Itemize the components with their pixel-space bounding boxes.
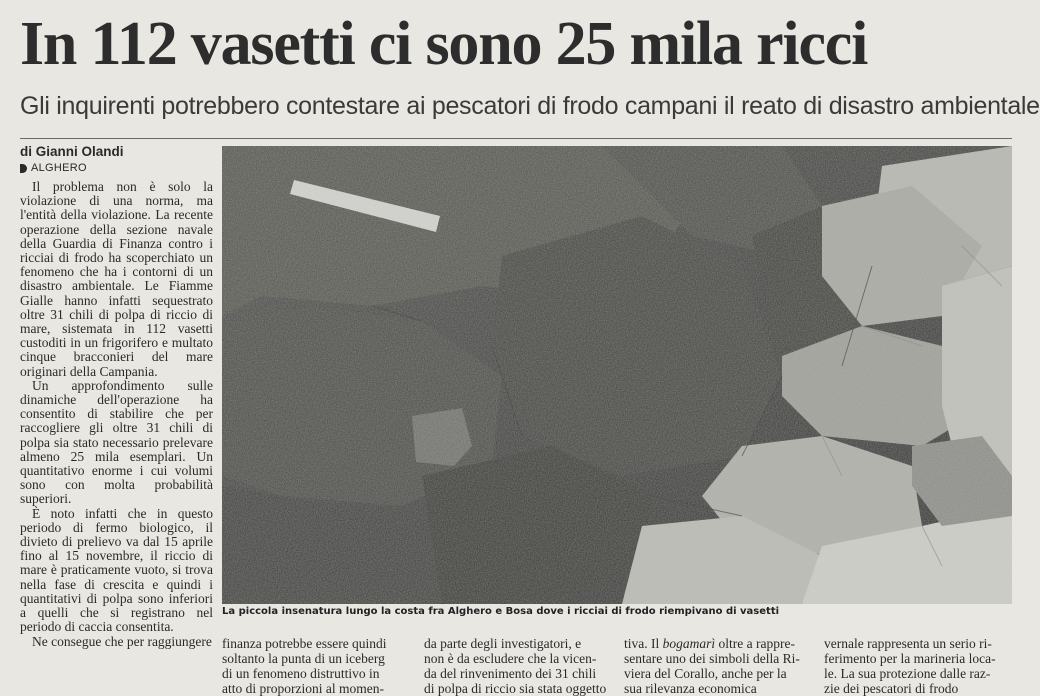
dateline-text: ALGHERO bbox=[31, 162, 87, 174]
paragraph: Un approfondimento sulle dinamiche dell'operazione ha consentito di stabilire che per raccogliere gli oltre 31 chili di polpa sia stato necessario prelevare almeno 25 mila esemplari. Un quantitativo enorme i cui volumi sono con molta probabilità superiori. bbox=[20, 377, 213, 507]
bottom-columns bbox=[222, 636, 1012, 696]
text-line: atto di proporzioni al momen- bbox=[222, 681, 384, 696]
text-line: di un fenomeno distruttivo in bbox=[222, 666, 380, 681]
bottom-column-2 bbox=[424, 636, 612, 696]
bottom-column-4 bbox=[824, 636, 1012, 696]
text-line: vernale rappresenta un serio ri- bbox=[824, 636, 992, 651]
headline: In 112 vasetti ci sono 25 mila ricci bbox=[20, 10, 868, 78]
bottom-column-1 bbox=[222, 636, 410, 696]
text-line: da parte degli investigatori, e bbox=[424, 636, 582, 651]
photo-caption: La piccola insenatura lungo la costa fra Alghero e Bosa dove i ricciai di frodo riempivano di vasetti bbox=[222, 606, 780, 617]
photo-rocky-cove bbox=[222, 146, 1012, 604]
divider bbox=[20, 138, 1012, 139]
text-line: non è da escludere che la vicen- bbox=[424, 651, 597, 666]
bottom-column-3 bbox=[624, 636, 812, 696]
text-line: viera del Corallo, anche per la bbox=[624, 666, 787, 681]
paragraph: Il problema non è solo la violazione di una norma, ma l'entità della violazione. La recente operazione della sezione navale della Guardia di Finanza contro i ricciai di frodo ha scoperchiato un fenomeno che ha i contorni di un disastro ambientale. Le Fiamme Gialle hanno infatti sequestrato oltre 31 chili di polpa di riccio di mare, sistemata in 112 vasetti custoditi in un frigorifero e multato cinque bracconieri del mare originari della Campania. bbox=[20, 179, 213, 379]
paragraph: È noto infatti che in questo periodo di fermo biologico, il divieto di prelievo va dal 15 aprile fino al 15 novembre, il riccio di mare è praticamente vuoto, si trova nella fase di crescita e quindi i quantitativi di polpa sono inferiori a quelli che si registrano nel periodo di caccia consentita. bbox=[20, 505, 213, 635]
text-line: le. La sua protezione dalle raz- bbox=[824, 666, 991, 681]
dateline bbox=[20, 161, 210, 175]
text-line: ferimento per la marineria loca- bbox=[824, 651, 996, 666]
text-line: sua rilevanza economica bbox=[624, 681, 757, 696]
text-line: zie dei pescatori di frodo bbox=[824, 681, 959, 696]
left-column bbox=[20, 180, 213, 683]
text-line: finanza potrebbe essere quindi bbox=[222, 636, 387, 651]
text-line: soltanto la punta di un iceberg bbox=[222, 651, 385, 666]
text-line: da del rinvenimento dei 31 chili bbox=[424, 666, 597, 681]
text-line: tiva. Il bogamarì oltre a rappre- bbox=[624, 636, 795, 651]
photo-illustration bbox=[222, 146, 1012, 604]
text-line: di polpa di riccio sia stata oggetto bbox=[424, 681, 607, 696]
byline: di Gianni Olandi bbox=[20, 144, 124, 159]
subheadline: Gli inquirenti potrebbero contestare ai pescatori di frodo campani il reato di disastro ambientale bbox=[20, 92, 1040, 120]
text-line: sentare uno dei simboli della Ri- bbox=[624, 651, 800, 666]
paragraph: Ne consegue che per raggiungere bbox=[32, 633, 212, 649]
dateline-marker-icon bbox=[20, 164, 27, 173]
